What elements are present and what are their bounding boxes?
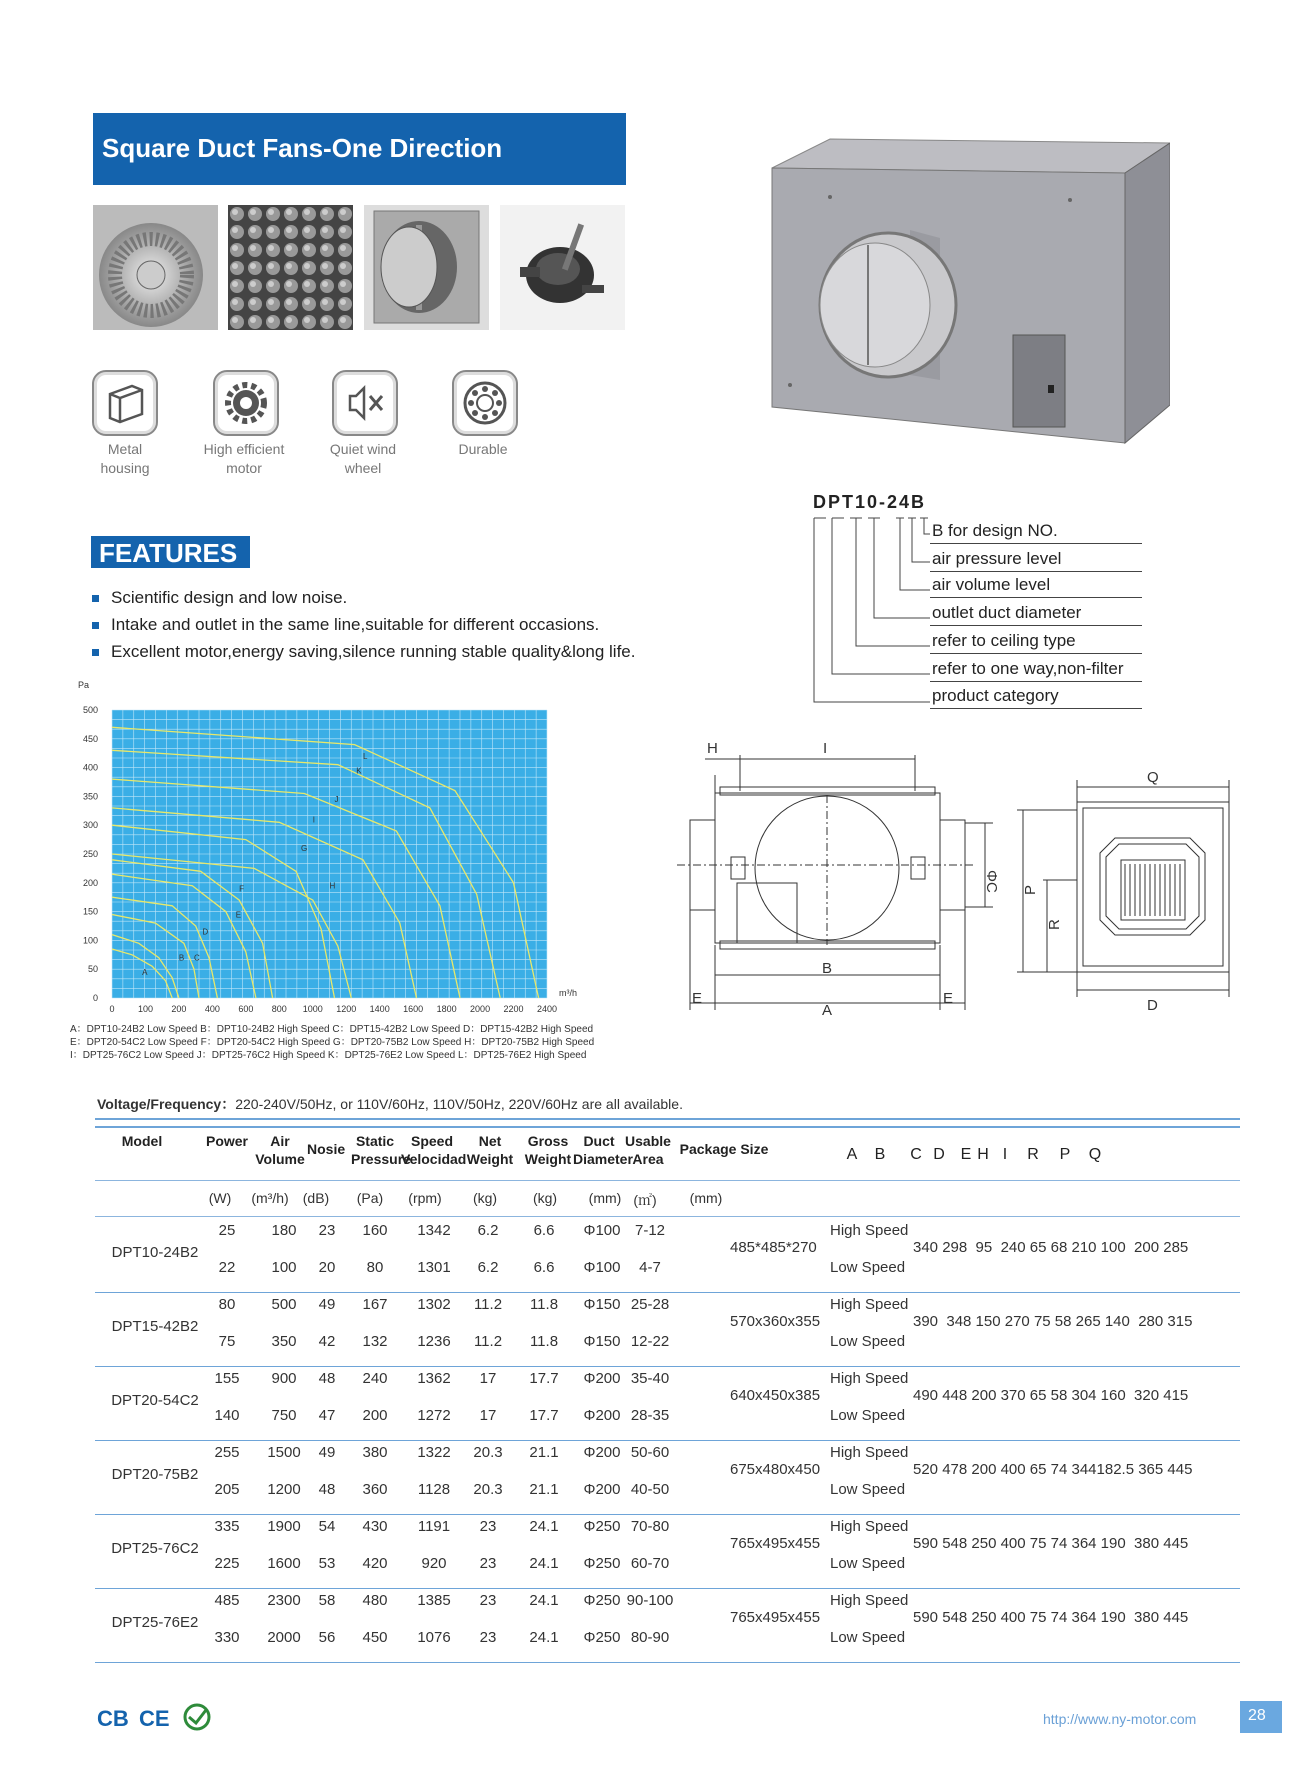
table-divider [95, 1292, 1240, 1293]
table-cell: 25 [218, 1222, 236, 1239]
damper-photo [364, 205, 489, 330]
y-tick-label: 300 [82, 820, 98, 831]
x-tick-label: 600 [238, 1004, 254, 1014]
x-tick-label: 0 [109, 1004, 115, 1014]
curve-label-I: I [312, 815, 316, 825]
curve-label-K: K [356, 766, 362, 776]
voltage-info: Voltage/Frequency：220-240V/50Hz, or 110V/60Hz, 110V/50Hz, 220V/60Hz are all available. [97, 1096, 683, 1112]
table-unit: (m³/h) [251, 1190, 289, 1206]
page-title: Square Duct Fans-One Direction [93, 113, 626, 185]
speed-label: High Speed [830, 1222, 909, 1239]
chart-legend-line: A：DPT10-24B2 Low Speed B：DPT10-24B2 High Speed C：DPT15-42B2 Low Speed D：DPT15-42B2 High Speed [70, 1024, 594, 1035]
table-cell: 56 [318, 1629, 336, 1646]
table-header-dim: B [874, 1146, 886, 1163]
table-cell: Φ250 [583, 1592, 621, 1609]
x-tick-label: 2400 [536, 1004, 558, 1014]
model-name: DPT10-24B2 [111, 1244, 199, 1261]
model-code-row: air volume level [930, 571, 1142, 598]
table-cell: 1900 [267, 1518, 301, 1535]
model-code-row: outlet duct diameter [930, 599, 1142, 626]
table-divider [95, 1588, 1240, 1589]
curve-label-F: F [239, 884, 245, 894]
table-unit: (Pa) [356, 1190, 384, 1206]
table-cell: 48 [318, 1370, 336, 1387]
website-link[interactable]: http://www.ny-motor.com [1043, 1711, 1197, 1727]
table-cell: Φ250 [583, 1518, 621, 1535]
package-size: 765x495x455 [730, 1609, 821, 1626]
dim-label-e-left: E [692, 990, 703, 1007]
table-header-dim: A [846, 1146, 858, 1163]
table-cell: Φ250 [583, 1629, 621, 1646]
table-cell: 1342 [417, 1222, 451, 1239]
certification-logos [97, 1700, 217, 1734]
table-cell: 6.6 [533, 1259, 555, 1276]
table-cell: 2000 [267, 1629, 301, 1646]
table-cell: 420 [362, 1555, 388, 1572]
table-header-dim: I [1002, 1146, 1008, 1163]
table-divider [95, 1180, 1240, 1181]
table-cell: 1128 [417, 1481, 451, 1498]
y-tick-label: 0 [92, 993, 98, 1003]
table-cell: 28-35 [630, 1407, 670, 1424]
table-cell: 11.8 [529, 1296, 559, 1313]
table-header: Model [121, 1133, 163, 1149]
speed-label: Low Speed [830, 1555, 906, 1572]
curve-label-L: L [362, 751, 368, 761]
table-header-dim: E [960, 1146, 972, 1163]
table-cell: 380 [362, 1444, 388, 1461]
table-cell: 11.8 [529, 1333, 559, 1350]
table-cell: 1272 [417, 1407, 451, 1424]
table-header-dim: P [1059, 1146, 1071, 1163]
x-axis-label: m³/h [559, 988, 577, 998]
table-cell: 180 [271, 1222, 297, 1239]
dim-label-q: Q [1147, 769, 1159, 786]
feature-item: Excellent motor,energy saving,silence running stable quality&long life. [92, 642, 635, 662]
table-divider [95, 1366, 1240, 1367]
table-cell: 23 [479, 1592, 497, 1609]
table-cell: 21.1 [529, 1481, 559, 1498]
product-photo [770, 135, 1170, 445]
table-cell: 60-70 [630, 1555, 670, 1572]
dim-label-p: P [1022, 884, 1039, 895]
table-header-dim: D [933, 1146, 945, 1163]
features-heading: FEATURES [91, 536, 250, 568]
table-cell: Φ150 [583, 1333, 621, 1350]
dim-label-d: D [1147, 997, 1158, 1010]
ce-logo: CE [139, 1706, 170, 1731]
table-header: Static Pressure [351, 1133, 411, 1167]
feature-label-quiet: Quiet wind wheel [329, 441, 397, 476]
package-size: 675x480x450 [730, 1461, 821, 1478]
x-tick-label: 2200 [503, 1004, 524, 1014]
front-view-drawing [675, 735, 1005, 1020]
table-unit: (mm) [689, 1190, 723, 1206]
table-divider [95, 1662, 1240, 1663]
model-code-row: refer to ceiling type [930, 627, 1142, 654]
table-cell: 350 [271, 1333, 297, 1350]
dim-label-i: I [823, 740, 828, 757]
page-number: 28 [1240, 1701, 1282, 1733]
model-name: DPT15-42B2 [111, 1318, 199, 1335]
cb-logo: CB [97, 1706, 129, 1731]
dim-label-b: B [822, 960, 833, 977]
model-code-row: air pressure level [930, 545, 1142, 572]
speed-label: High Speed [830, 1592, 909, 1609]
feature-item: Intake and outlet in the same line,suitable for different occasions. [92, 615, 599, 635]
dimension-values: 520 478 200 400 65 74 344182.5 365 445 [913, 1461, 1193, 1478]
table-cell: 20 [318, 1259, 336, 1276]
table-header: Speed Velocidad [401, 1133, 467, 1167]
table-cell: 90-100 [626, 1592, 674, 1609]
table-unit: (rpm) [408, 1190, 442, 1206]
feature-label-motor: High efficient motor [203, 441, 285, 476]
table-cell: 24.1 [529, 1592, 559, 1609]
table-cell: 42 [318, 1333, 336, 1350]
x-tick-label: 800 [271, 1004, 287, 1014]
table-cell: 24.1 [529, 1629, 559, 1646]
table-cell: 11.2 [473, 1296, 503, 1313]
metal-housing-icon [92, 370, 158, 436]
feature-item: Scientific design and low noise. [92, 588, 347, 608]
speed-label: High Speed [830, 1370, 909, 1387]
curve-label-J: J [334, 795, 339, 805]
table-cell: 49 [318, 1296, 336, 1313]
table-cell: 40-50 [630, 1481, 670, 1498]
model-name: DPT25-76C2 [111, 1540, 199, 1557]
table-cell: 132 [362, 1333, 388, 1350]
table-cell: Φ200 [583, 1407, 621, 1424]
table-cell: Φ200 [583, 1370, 621, 1387]
table-cell: 17 [479, 1407, 497, 1424]
table-cell: 22 [218, 1259, 236, 1276]
package-size: 570x360x355 [730, 1313, 821, 1330]
table-header-dim: C [910, 1146, 922, 1163]
table-cell: 140 [214, 1407, 240, 1424]
y-tick-label: 350 [82, 791, 98, 802]
package-size: 640x450x385 [730, 1387, 821, 1404]
gear-icon [213, 370, 279, 436]
dim-label-r: R [1046, 919, 1063, 930]
table-cell: 80-90 [630, 1629, 670, 1646]
y-axis-label: Pa [78, 680, 90, 690]
table-divider [95, 1514, 1240, 1515]
soundproof-foam-photo [228, 205, 353, 330]
table-cell: Φ250 [583, 1555, 621, 1572]
speed-label: High Speed [830, 1518, 909, 1535]
y-tick-label: 500 [82, 705, 98, 715]
y-tick-label: 250 [82, 849, 98, 859]
dim-label-c: ΦC [983, 870, 1000, 893]
table-cell: 6.6 [533, 1222, 555, 1239]
table-header: Usable Area [625, 1133, 671, 1167]
table-unit: (㎡) [633, 1192, 657, 1208]
table-cell: 49 [318, 1444, 336, 1461]
table-cell: 1076 [417, 1629, 451, 1646]
dim-label-e-right: E [943, 990, 954, 1007]
table-cell: 360 [362, 1481, 388, 1498]
table-cell: 48 [318, 1481, 336, 1498]
table-cell: 900 [271, 1370, 297, 1387]
dimension-values: 490 448 200 370 65 58 304 160 320 415 [913, 1387, 1189, 1404]
y-tick-label: 200 [82, 877, 98, 888]
x-tick-label: 1600 [403, 1004, 424, 1014]
x-tick-label: 400 [204, 1004, 220, 1014]
spec-table [95, 1128, 1240, 1688]
table-cell: 1600 [267, 1555, 301, 1572]
curve-label-E: E [235, 910, 242, 920]
table-cell: 7-12 [634, 1222, 666, 1239]
speed-label: Low Speed [830, 1333, 906, 1350]
table-cell: Φ100 [583, 1222, 621, 1239]
table-header-dim: Q [1088, 1146, 1102, 1163]
package-size: 485*485*270 [730, 1239, 817, 1256]
dimension-values: 340 298 95 240 65 68 210 100 200 285 [913, 1239, 1189, 1256]
speed-label: Low Speed [830, 1259, 906, 1276]
table-cell: 21.1 [529, 1444, 559, 1461]
impeller-photo [93, 205, 218, 330]
table-cell: 430 [362, 1518, 388, 1535]
table-unit: (kg) [472, 1190, 498, 1206]
speed-label: Low Speed [830, 1407, 906, 1424]
x-tick-label: 2000 [470, 1004, 491, 1014]
curve-label-D: D [202, 927, 209, 937]
table-cell: Φ200 [583, 1444, 621, 1461]
table-unit: (dB) [302, 1190, 330, 1206]
y-tick-label: 450 [82, 733, 98, 744]
table-cell: 1385 [417, 1592, 451, 1609]
model-code-row: B for design NO. [930, 517, 1142, 544]
table-cell: 75 [218, 1333, 236, 1350]
table-cell: 485 [214, 1592, 240, 1609]
table-unit: (W) [208, 1190, 232, 1206]
x-tick-label: 200 [171, 1004, 187, 1014]
feature-label-metal: Metal housing [100, 441, 150, 476]
x-tick-label: 1200 [336, 1004, 357, 1014]
table-unit: (kg) [532, 1190, 558, 1206]
dimension-values: 390 348 150 270 75 58 265 140 280 315 [913, 1313, 1193, 1330]
feature-label-durable: Durable [458, 441, 508, 457]
y-tick-label: 100 [82, 935, 98, 946]
curve-label-A: A [142, 967, 148, 977]
curve-label-H: H [329, 881, 336, 891]
table-header: Package Size [679, 1141, 769, 1157]
table-cell: 450 [362, 1629, 388, 1646]
table-cell: 24.1 [529, 1555, 559, 1572]
table-unit: (mm) [588, 1190, 622, 1206]
table-cell: 6.2 [477, 1222, 499, 1239]
table-cell: 25-28 [630, 1296, 670, 1313]
table-cell: 155 [214, 1370, 240, 1387]
table-cell: 480 [362, 1592, 388, 1609]
y-tick-label: 150 [82, 906, 98, 917]
table-cell: 12-22 [630, 1333, 670, 1350]
table-cell: 53 [318, 1555, 336, 1572]
table-header: Nosie [307, 1141, 346, 1157]
table-cell: 11.2 [473, 1333, 503, 1350]
table-cell: 17.7 [529, 1370, 559, 1387]
table-header: Net Weight [466, 1133, 514, 1167]
table-cell: 54 [318, 1518, 336, 1535]
table-cell: 100 [271, 1259, 297, 1276]
table-cell: 205 [214, 1481, 240, 1498]
performance-chart [60, 678, 660, 1018]
table-cell: 160 [362, 1222, 388, 1239]
table-cell: 50-60 [630, 1444, 670, 1461]
table-cell: 2300 [267, 1592, 301, 1609]
model-code-row: product category [930, 682, 1142, 709]
table-cell: 1236 [417, 1333, 451, 1350]
table-cell: 23 [318, 1222, 336, 1239]
table-cell: 240 [362, 1370, 388, 1387]
table-header: Gross Weight [524, 1133, 572, 1167]
model-name: DPT25-76E2 [111, 1614, 199, 1631]
table-cell: 920 [421, 1555, 447, 1572]
table-cell: 750 [271, 1407, 297, 1424]
table-cell: 6.2 [477, 1259, 499, 1276]
model-code-title: DPT10-24B [813, 492, 927, 512]
curve-label-G: G [301, 844, 308, 854]
table-cell: 1500 [267, 1444, 301, 1461]
table-cell: Φ200 [583, 1481, 621, 1498]
table-cell: 330 [214, 1629, 240, 1646]
x-tick-label: 1400 [369, 1004, 390, 1014]
side-view-drawing [1015, 760, 1245, 1010]
table-cell: 23 [479, 1629, 497, 1646]
table-divider [95, 1216, 1240, 1217]
table-cell: 70-80 [630, 1518, 670, 1535]
table-cell: 24.1 [529, 1518, 559, 1535]
dimension-values: 590 548 250 400 75 74 364 190 380 445 [913, 1609, 1189, 1626]
motor-photo [500, 205, 625, 330]
model-name: DPT20-75B2 [111, 1466, 199, 1483]
model-code-row: refer to one way,non-filter [930, 655, 1142, 682]
x-tick-label: 100 [137, 1004, 153, 1014]
y-tick-label: 50 [87, 964, 98, 975]
speaker-mute-icon [332, 370, 398, 436]
speed-label: High Speed [830, 1444, 909, 1461]
table-top-border [95, 1118, 1240, 1120]
table-cell: 47 [318, 1407, 336, 1424]
table-cell: 1191 [417, 1518, 451, 1535]
table-cell: 167 [362, 1296, 388, 1313]
table-cell: 500 [271, 1296, 297, 1313]
table-cell: 1322 [417, 1444, 451, 1461]
chart-legend-line: I：DPT25-76C2 Low Speed J：DPT25-76C2 High Speed K：DPT25-76E2 Low Speed L：DPT25-76E2 High Speed [70, 1050, 587, 1061]
dim-label-a: A [822, 1002, 833, 1019]
table-header-dim: R [1027, 1146, 1039, 1163]
table-cell: 225 [214, 1555, 240, 1572]
table-header-dim: H [977, 1146, 989, 1163]
table-cell: 1200 [267, 1481, 301, 1498]
curve-label-C: C [193, 953, 200, 963]
model-name: DPT20-54C2 [111, 1392, 199, 1409]
table-header: Power [205, 1133, 248, 1149]
curve-label-B: B [178, 953, 185, 963]
table-cell: 35-40 [630, 1370, 670, 1387]
dimension-values: 590 548 250 400 75 74 364 190 380 445 [913, 1535, 1189, 1552]
speed-label: High Speed [830, 1296, 909, 1313]
table-cell: 1302 [417, 1296, 451, 1313]
bearing-icon [452, 370, 518, 436]
table-cell: 23 [479, 1555, 497, 1572]
x-tick-label: 1000 [302, 1004, 323, 1014]
table-cell: 255 [214, 1444, 240, 1461]
speed-label: Low Speed [830, 1629, 906, 1646]
table-cell: 4-7 [639, 1259, 661, 1276]
table-cell: 1362 [417, 1370, 451, 1387]
y-tick-label: 400 [82, 762, 98, 773]
table-header: Duct Diameter [573, 1133, 633, 1167]
table-divider [95, 1440, 1240, 1441]
table-cell: 80 [218, 1296, 236, 1313]
table-cell: 20.3 [473, 1444, 503, 1461]
dim-label-h: H [707, 740, 718, 757]
package-size: 765x495x455 [730, 1535, 821, 1552]
table-cell: Φ150 [583, 1296, 621, 1313]
table-cell: 1301 [417, 1259, 451, 1276]
table-cell: 17 [479, 1370, 497, 1387]
table-header: Air Volume [255, 1133, 305, 1167]
x-tick-label: 1800 [436, 1004, 457, 1014]
table-cell: Φ100 [583, 1259, 621, 1276]
table-cell: 335 [214, 1518, 240, 1535]
speed-label: Low Speed [830, 1481, 906, 1498]
table-cell: 23 [479, 1518, 497, 1535]
table-cell: 200 [362, 1407, 388, 1424]
chart-legend-line: E：DPT20-54C2 Low Speed F：DPT20-54C2 High Speed G：DPT20-75B2 Low Speed H：DPT20-75B2 High Speed [70, 1037, 595, 1048]
table-cell: 17.7 [529, 1407, 559, 1424]
table-cell: 20.3 [473, 1481, 503, 1498]
table-cell: 58 [318, 1592, 336, 1609]
table-cell: 80 [366, 1259, 384, 1276]
